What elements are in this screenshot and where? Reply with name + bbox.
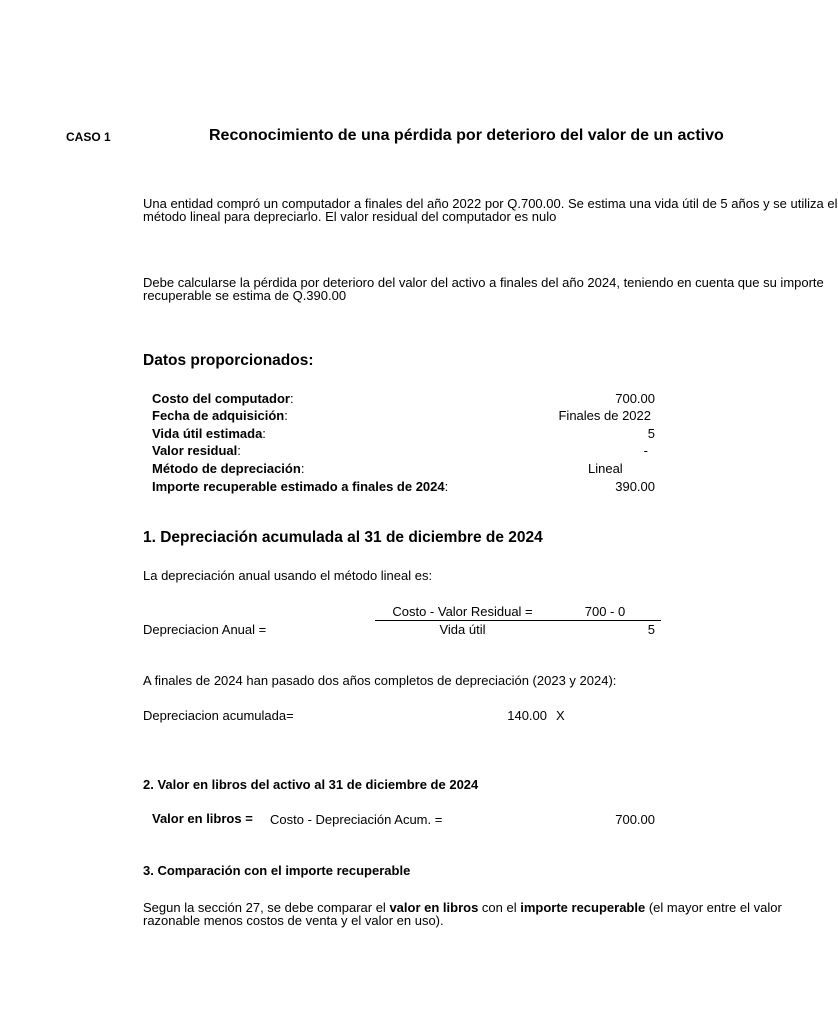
datos-value-costo: 700.00 [615, 391, 655, 406]
accum-operator: X [556, 708, 565, 723]
formula-numerator-value: 700 - 0 [584, 604, 626, 619]
years-note: A finales de 2024 han pasado dos años completos de depreciación (2023 y 2024): [143, 673, 617, 688]
section2-heading: 2. Valor en libros del activo al 31 de diciembre de 2024 [143, 777, 479, 792]
datos-row-metodo: Método de depreciación: [152, 461, 305, 476]
formula-denominator: Vida útil [439, 622, 486, 637]
datos-row-residual: Valor residual: [152, 443, 241, 458]
datos-value-importe: 390.00 [615, 479, 655, 494]
datos-row-vida: Vida útil estimada: [152, 426, 266, 441]
datos-row-importe: Importe recuperable estimado a finales de 2024: [152, 479, 449, 494]
accum-label: Depreciacion acumulada= [143, 708, 294, 723]
task-line-2: recuperable se estima de Q.390.00 [143, 288, 347, 303]
task-line-1: Debe calcularse la pérdida por deterioro del valor del activo a finales del año 2024, teniendo en cuenta que su importe [143, 275, 824, 290]
datos-value-metodo: Lineal [588, 461, 623, 476]
page-title: Reconocimiento de una pérdida por deterioro del valor de un activo [209, 127, 724, 144]
fraction-line [375, 620, 661, 621]
valor-libros-value: 700.00 [615, 812, 655, 827]
datos-row-costo: Costo del computador: [152, 391, 294, 406]
intro-line-1: Una entidad compró un computador a finales del año 2022 por Q.700.00. Se estima una vida útil de 5 años y se utiliza el [143, 196, 838, 211]
intro-line-2: método lineal para depreciarlo. El valor residual del computador es nulo [143, 209, 557, 224]
section1-intro: La depreciación anual usando el método lineal es: [143, 568, 433, 583]
datos-heading: Datos proporcionados: [143, 352, 314, 369]
datos-value-vida: 5 [647, 426, 655, 441]
formula-label: Depreciacion Anual = [143, 622, 267, 637]
datos-value-fecha: Finales de 2022 [558, 408, 651, 423]
section3-line-2: razonable menos costos de venta y el valor en uso). [143, 913, 444, 928]
valor-libros-formula: Costo - Depreciación Acum. = [270, 812, 443, 827]
formula-denominator-value: 5 [647, 622, 655, 637]
section3-line-1: Segun la sección 27, se debe comparar el valor en libros con el importe recuperable (el mayor entre el valor [143, 900, 782, 915]
case-label: CASO 1 [66, 130, 111, 144]
valor-libros-label: Valor en libros = [152, 811, 253, 826]
formula-numerator: Costo - Valor Residual = [392, 604, 533, 619]
section3-heading: 3. Comparación con el importe recuperable [143, 863, 411, 878]
datos-row-fecha: Fecha de adquisición: [152, 408, 288, 423]
section1-heading: 1. Depreciación acumulada al 31 de diciembre de 2024 [143, 529, 543, 546]
datos-value-residual: - [643, 443, 648, 458]
accum-value: 140.00 [507, 708, 547, 723]
